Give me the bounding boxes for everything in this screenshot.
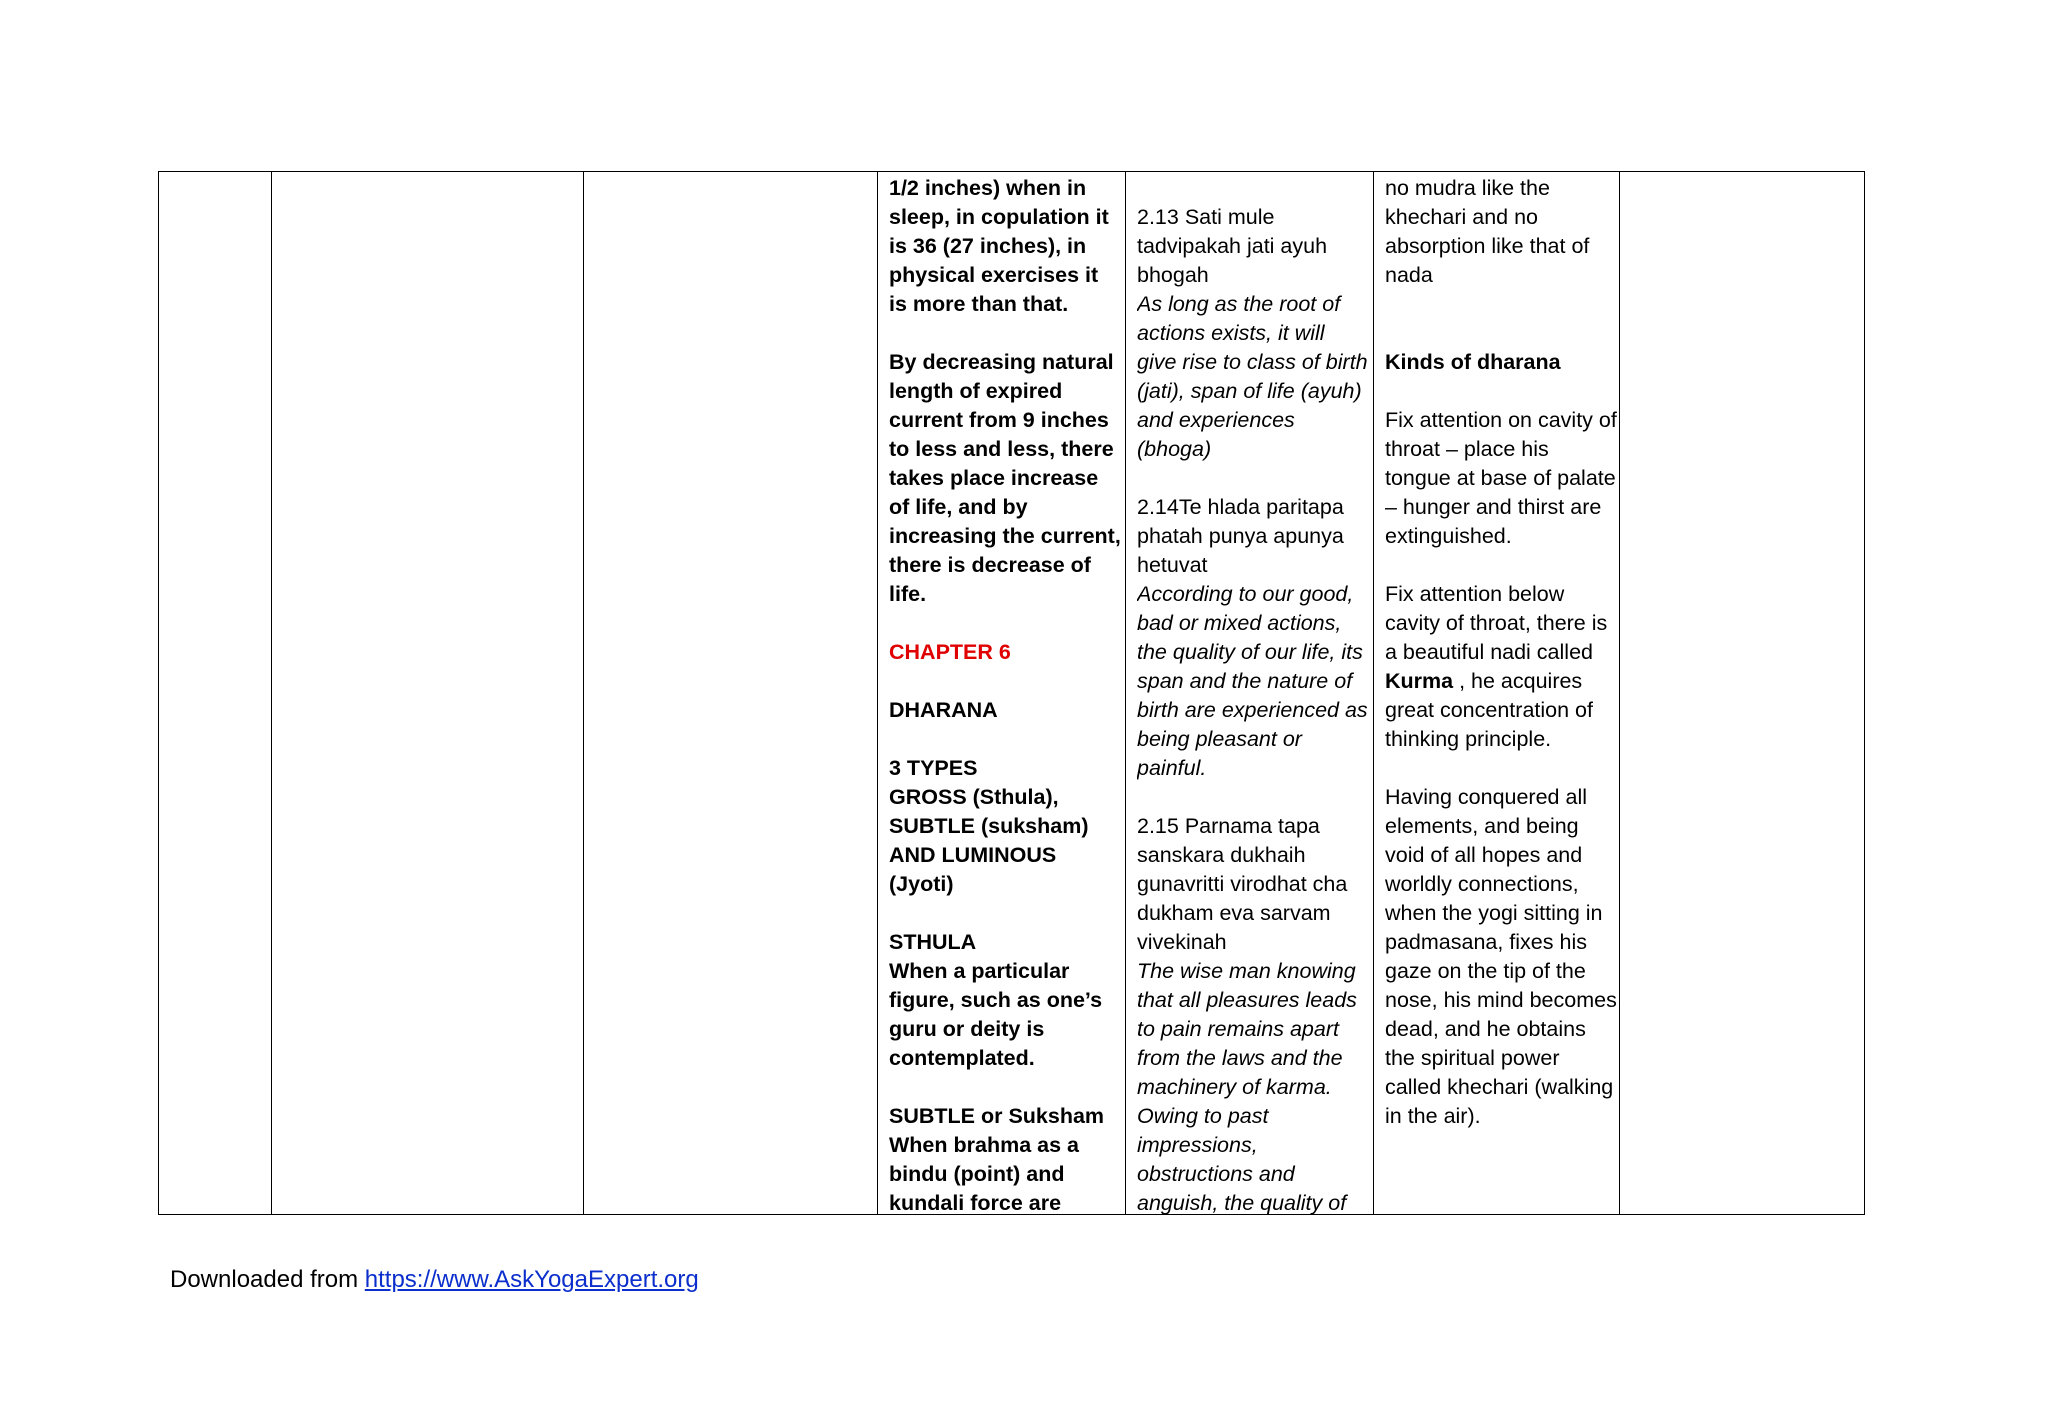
footer-prefix: Downloaded from — [170, 1266, 365, 1293]
breath-length-text: 1/2 inches) when in sleep, in copulation it is 36 (27 inches), in physical exercises it is more than that. — [889, 176, 1109, 316]
types-gross: GROSS (Sthula), — [889, 785, 1059, 809]
kurma-text-pre: Fix attention below cavity of throat, there is a beautiful nadi called — [1385, 582, 1608, 664]
table-cell-col3 — [583, 172, 877, 1214]
table-cell-col5 — [1137, 172, 1369, 1214]
content-table — [158, 171, 1865, 1215]
table-cell-col2 — [271, 172, 583, 1214]
column-divider — [1373, 172, 1374, 1214]
sutra-2-15-translation: The wise man knowing that all pleasures leads to pain remains apart from the laws and the machinery of karma. Owing to past impressions, obstructions and anguish, the quality of — [1137, 959, 1357, 1214]
types-heading: 3 TYPES — [889, 756, 978, 780]
footer — [170, 1265, 699, 1295]
khechari-text: no mudra like the khechari and no absorption like that of nada — [1385, 176, 1590, 287]
dharana-heading: DHARANA — [889, 698, 998, 722]
padmasana-text: Having conquered all elements, and being void of all hopes and worldly connections, when the yogi sitting in padmasana, fixes his gaze on the tip of the nose, his mind becomes dead, and he obtains the spiritual power called khechari (walking in the air). — [1385, 785, 1617, 1128]
sthula-heading: STHULA — [889, 930, 977, 954]
table-cell-col6 — [1385, 172, 1617, 1214]
kurma-name: Kurma — [1385, 669, 1454, 693]
sutra-2-13: 2.13 Sati mule tadvipakah jati ayuh bhogah — [1137, 205, 1328, 287]
sutra-2-15: 2.15 Parnama tapa sanskara dukhaih gunavritti virodhat cha dukham eva sarvam vivekinah — [1137, 814, 1348, 954]
table-cell-col7 — [1619, 172, 1864, 1214]
table-cell-col4 — [889, 172, 1121, 1214]
types-subtle: SUBTLE (suksham) — [889, 814, 1089, 838]
subtle-text: When brahma as a bindu (point) and kundali force are — [889, 1133, 1079, 1214]
throat-text: Fix attention on cavity of throat – place his tongue at base of palate – hunger and thirst are extinguished. — [1385, 408, 1617, 548]
life-increase-text: By decreasing natural length of expired current from 9 inches to less and less, there takes place increase of life, and by increasing the current, there is decrease of life. — [889, 350, 1121, 606]
chapter-heading: CHAPTER 6 — [889, 640, 1011, 664]
footer-link[interactable]: https://www.AskYogaExpert.org — [364, 1266, 699, 1293]
subtle-heading: SUBTLE or Suksham — [889, 1104, 1105, 1128]
sthula-text: When a particular figure, such as one’s guru or deity is contemplated. — [889, 959, 1103, 1070]
sutra-2-14-translation: According to our good, bad or mixed actions, the quality of our life, its span and the nature of birth are experienced as being pleasant or painful. — [1137, 582, 1368, 780]
sutra-2-14: 2.14Te hlada paritapa phatah punya apunya hetuvat — [1137, 495, 1344, 577]
kurma-text-post: , he acquires great concentration of thinking principle. — [1385, 669, 1593, 751]
table-cell-col1 — [159, 172, 271, 1214]
sutra-2-13-translation: As long as the root of actions exists, it will give rise to class of birth (jati), span of life (ayuh) and experiences (bhoga) — [1137, 292, 1368, 461]
kurma-text — [1385, 580, 1617, 754]
kinds-heading: Kinds of dharana — [1385, 350, 1561, 374]
column-divider — [877, 172, 878, 1214]
types-luminous: AND LUMINOUS (Jyoti) — [889, 843, 1057, 896]
column-divider — [1125, 172, 1126, 1214]
